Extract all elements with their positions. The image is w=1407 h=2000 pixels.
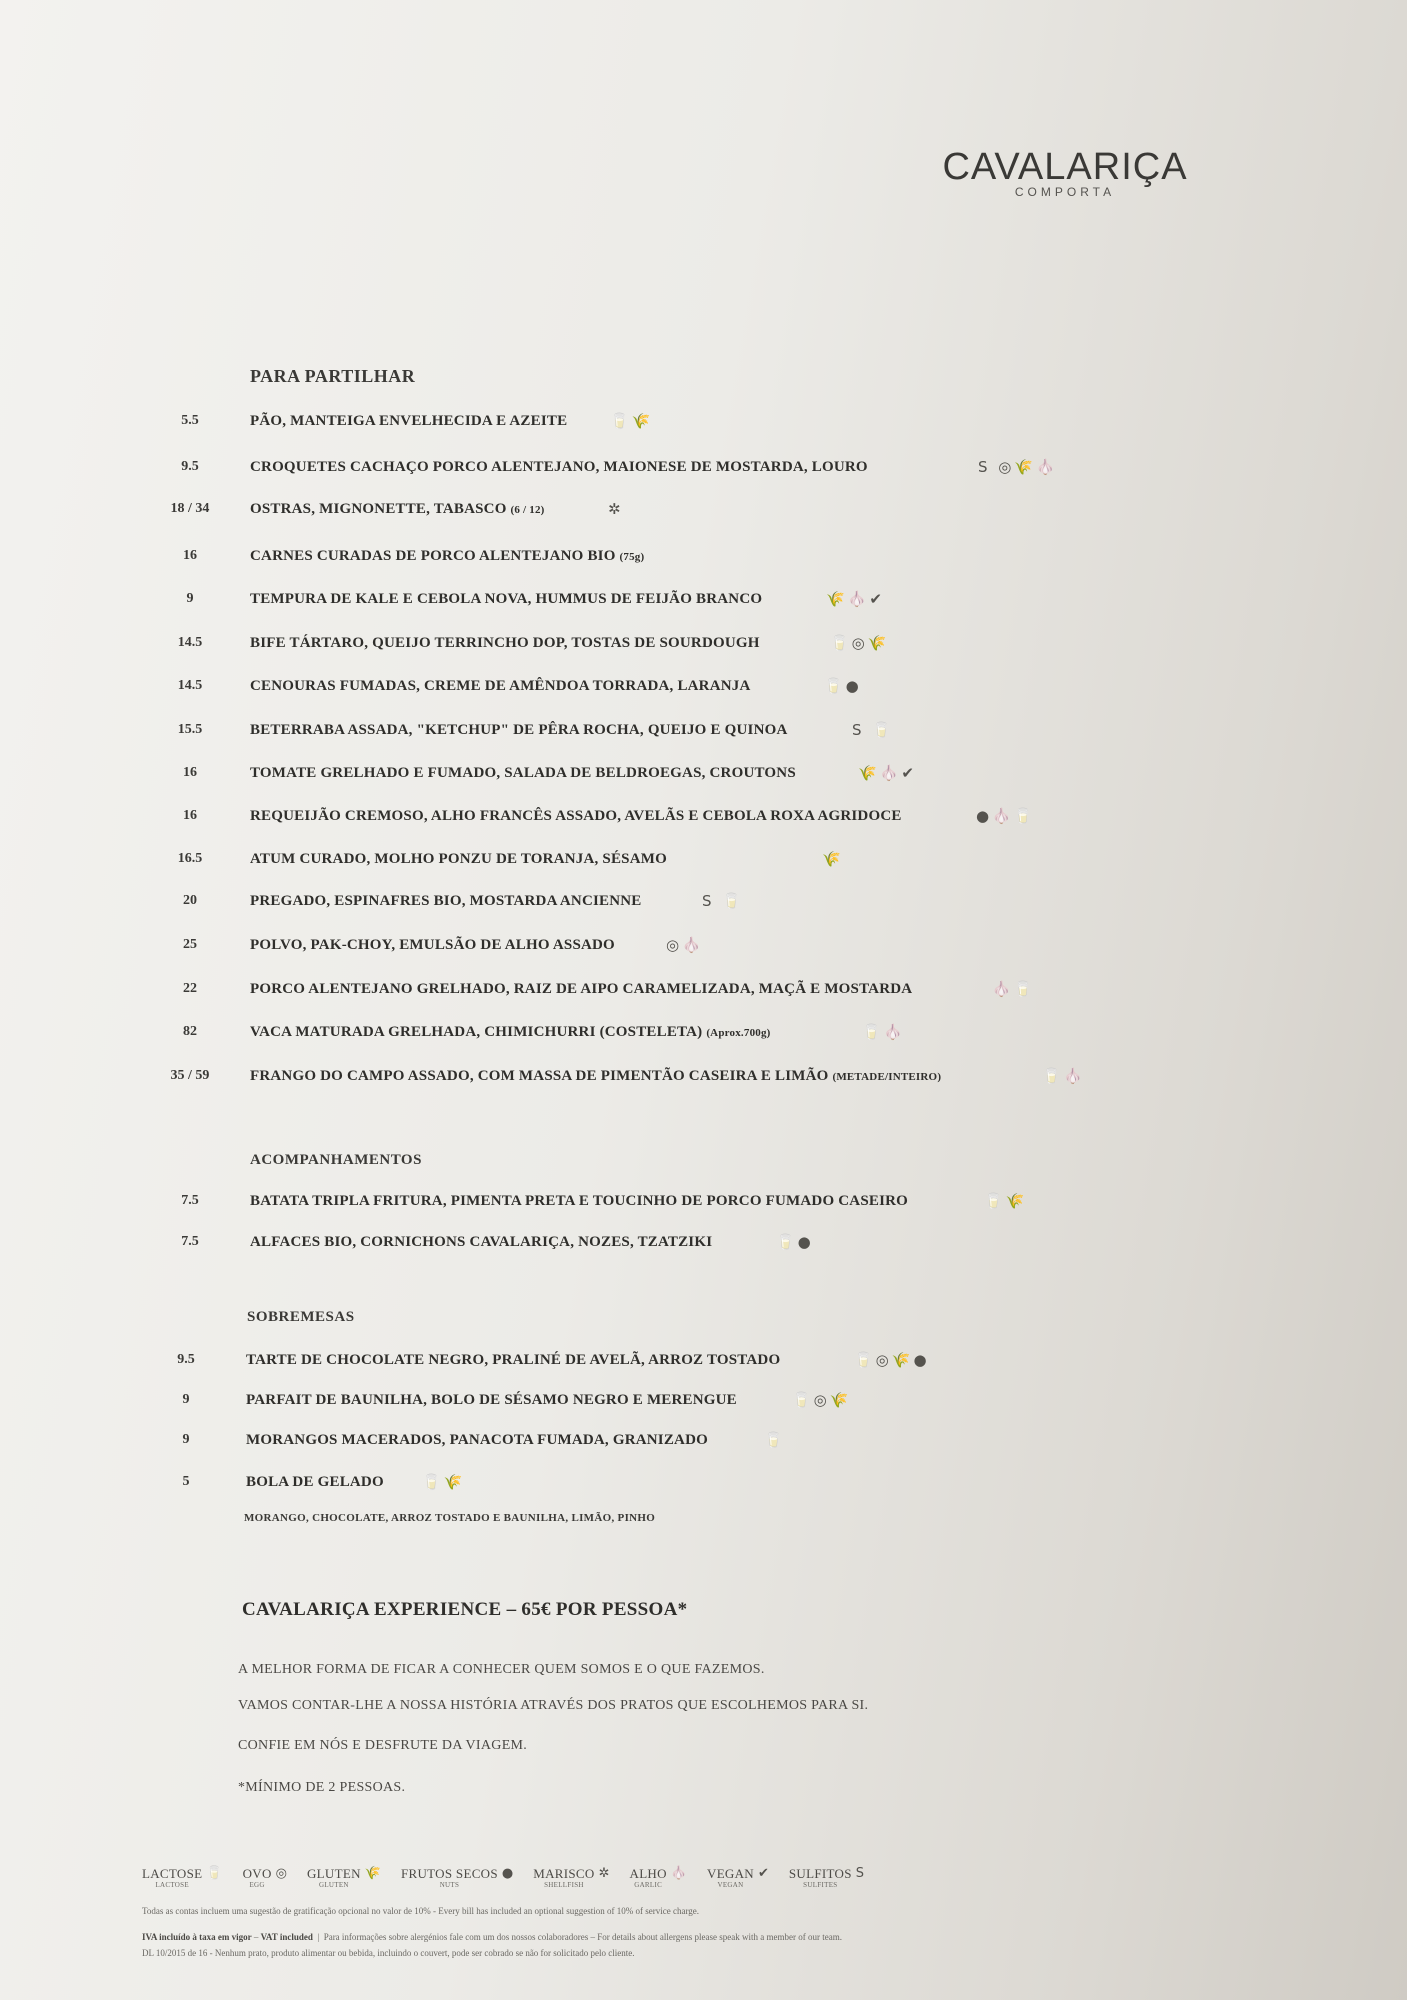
item-price: 16 — [183, 765, 197, 780]
item-name-text: OSTRAS, MIGNONETTE, TABASCO — [250, 500, 507, 517]
legend-item-egg — [243, 1866, 287, 1889]
allergen-icons: 🥛◎🌾 — [830, 634, 890, 652]
legend-sublabel: NUTS — [439, 1881, 460, 1889]
item-name: PÃO, MANTEIGA ENVELHECIDA E AZEITE — [250, 412, 568, 429]
item-price: 22 — [183, 981, 197, 996]
allergen-icons: 🥛 — [764, 1431, 786, 1449]
allergen-icons: S ◎🌾🧄 — [978, 458, 1058, 476]
allergen-icons: 🥛🌾 — [610, 412, 654, 430]
legend-label: FRUTOS SECOS — [400, 1866, 498, 1881]
allergen-icons: 🌾🧄✔ — [858, 764, 917, 782]
footer-service-note: Todas as contas incluem uma sugestão de gratificação opcional no valor de 10% - Every bill has included an optional suggestion of 10% of service charge. — [142, 1906, 700, 1916]
allergen-icons: 🥛🧄 — [862, 1023, 906, 1041]
item-name-text: VACA MATURADA GRELHADA, CHIMICHURRI (COSTELETA) — [250, 1023, 703, 1040]
allergen-icons: 🥛🧄 — [1042, 1067, 1086, 1085]
legend-item-shellfish — [533, 1866, 609, 1889]
legend-sublabel: GARLIC — [634, 1881, 663, 1889]
experience-title: CAVALARIÇA EXPERIENCE – 65€ POR PESSOA* — [242, 1599, 688, 1620]
gluten-icon: 🌾 — [364, 1866, 381, 1881]
allergen-icons: 🥛◎🌾● — [854, 1351, 930, 1369]
vegan-icon: ✔ — [758, 1866, 769, 1881]
item-price: 9.5 — [181, 459, 199, 474]
item-price: 15.5 — [177, 722, 203, 737]
legend-item-vegan — [707, 1866, 769, 1889]
item-note: (75g) — [619, 550, 645, 563]
shellfish-icon: ✲ — [598, 1866, 610, 1881]
experience-line: VAMOS CONTAR-LHE A NOSSA HISTÓRIA ATRAVÉS DOS PRATOS QUE ESCOLHEMOS PARA SI. — [238, 1698, 869, 1713]
legend-label: MARISCO — [533, 1866, 595, 1881]
garlic-icon: 🧄 — [670, 1866, 687, 1881]
item-price: 18 / 34 — [170, 501, 210, 516]
item-name — [250, 1068, 941, 1085]
legend-label: OVO — [242, 1866, 272, 1881]
item-name — [250, 1024, 771, 1041]
item-price: 14.5 — [177, 635, 203, 650]
allergen-icons: ●🧄🥛 — [976, 807, 1036, 825]
footer-vat-en: VAT included — [260, 1932, 313, 1942]
nuts-icon: ● — [501, 1866, 514, 1881]
legend-sublabel: GLUTEN — [318, 1881, 349, 1889]
legend-label: ALHO — [629, 1866, 667, 1881]
legend-sublabel: SHELLFISH — [544, 1881, 584, 1889]
allergen-icons: 🥛◎🌾 — [792, 1391, 852, 1409]
legend-item-garlic — [630, 1866, 688, 1889]
item-name: CROQUETES CACHAÇO PORCO ALENTEJANO, MAIONESE DE MOSTARDA, LOURO — [250, 458, 868, 475]
item-name: BETERRABA ASSADA, "KETCHUP" DE PÊRA ROCHA, QUEIJO E QUINOA — [250, 721, 788, 738]
legend-sublabel: VEGAN — [717, 1881, 744, 1889]
legend-item-lactose — [142, 1866, 223, 1889]
restaurant-logo — [940, 146, 1190, 199]
section-title-acompanhamentos: ACOMPANHAMENTOS — [250, 1152, 422, 1168]
ice-cream-flavours: MORANGO, CHOCOLATE, ARROZ TOSTADO E BAUNILHA, LIMÃO, PINHO — [244, 1512, 656, 1524]
allergen-icons: 🥛🌾 — [422, 1473, 466, 1491]
logo-sub-text: COMPORTA — [1014, 185, 1116, 199]
legend-label: SULFITOS — [788, 1866, 852, 1881]
item-name: ALFACES BIO, CORNICHONS CAVALARIÇA, NOZES, TZATZIKI — [250, 1233, 713, 1250]
item-name-text: CARNES CURADAS DE PORCO ALENTEJANO BIO — [250, 547, 616, 564]
lactose-icon: 🥛 — [206, 1866, 223, 1881]
allergen-icons: ✲ — [608, 500, 624, 518]
allergen-icons: S 🥛 — [702, 892, 744, 910]
item-price: 5 — [182, 1474, 190, 1489]
item-price: 5.5 — [181, 413, 199, 428]
footer-law-note: DL 10/2015 de 16 - Nenhum prato, produto alimentar ou bebida, incluindo o couvert, pode ser cobrado se não for solicitado pelo cliente. — [142, 1948, 635, 1958]
item-name-text: FRANGO DO CAMPO ASSADO, COM MASSA DE PIMENTÃO CASEIRA E LIMÃO — [250, 1067, 829, 1084]
item-note: (6 / 12) — [510, 503, 545, 516]
allergen-legend — [142, 1866, 864, 1889]
legend-item-nuts — [401, 1866, 513, 1889]
allergen-icons: 🥛● — [776, 1233, 814, 1251]
item-name: TEMPURA DE KALE E CEBOLA NOVA, HUMMUS DE FEIJÃO BRANCO — [250, 590, 763, 607]
legend-label: LACTOSE — [142, 1866, 203, 1881]
item-name: MORANGOS MACERADOS, PANACOTA FUMADA, GRANIZADO — [246, 1431, 708, 1448]
section-title-sobremesas: SOBREMESAS — [247, 1309, 355, 1325]
item-name — [250, 501, 545, 518]
legend-sublabel: SULFITES — [803, 1881, 838, 1889]
item-price: 14.5 — [177, 678, 203, 693]
item-price: 9 — [186, 591, 194, 606]
item-name: CENOURAS FUMADAS, CREME DE AMÊNDOA TORRADA, LARANJA — [250, 677, 751, 694]
item-price: 16 — [183, 548, 197, 563]
allergen-icons: 🌾 — [822, 850, 844, 868]
item-price: 9 — [182, 1392, 190, 1407]
item-name: TARTE DE CHOCOLATE NEGRO, PRALINÉ DE AVELÃ, ARROZ TOSTADO — [246, 1351, 781, 1368]
allergen-icons: 🥛● — [824, 677, 862, 695]
item-name: BATATA TRIPLA FRITURA, PIMENTA PRETA E TOUCINHO DE PORCO FUMADO CASEIRO — [250, 1192, 909, 1209]
item-name: BOLA DE GELADO — [246, 1473, 384, 1490]
item-price: 7.5 — [181, 1234, 199, 1249]
item-name: PARFAIT DE BAUNILHA, BOLO DE SÉSAMO NEGRO E MERENGUE — [246, 1391, 737, 1408]
item-price: 82 — [183, 1024, 197, 1039]
item-name: TOMATE GRELHADO E FUMADO, SALADA DE BELDROEGAS, CROUTONS — [250, 764, 796, 781]
allergen-icons: S 🥛 — [852, 721, 894, 739]
item-price: 16 — [183, 808, 197, 823]
logo-main-text: CAVALARIÇA — [942, 146, 1188, 188]
item-price: 35 / 59 — [170, 1068, 210, 1083]
sulfites-icon: S — [855, 1866, 865, 1881]
experience-line: CONFIE EM NÓS E DESFRUTE DA VIAGEM. — [238, 1738, 528, 1753]
experience-note: *MÍNIMO DE 2 PESSOAS. — [238, 1780, 406, 1795]
item-price: 25 — [183, 937, 197, 952]
legend-label: GLUTEN — [306, 1866, 361, 1881]
item-note: (METADE/INTEIRO) — [832, 1070, 942, 1083]
footer-allergen-note: Para informações sobre alergénios fale com um dos nossos colaboradores – For details about allergens please speak with a member of our team. — [323, 1932, 842, 1942]
allergen-icons: ◎🧄 — [666, 936, 704, 954]
item-note: (Aprox.700g) — [706, 1026, 771, 1039]
item-name: ATUM CURADO, MOLHO PONZU DE TORANJA, SÉSAMO — [250, 850, 667, 867]
egg-icon: ◎ — [275, 1866, 287, 1881]
item-name: PORCO ALENTEJANO GRELHADO, RAIZ DE AIPO CARAMELIZADA, MAÇÃ E MOSTARDA — [250, 980, 913, 997]
footer-info-line: IVA incluído à taxa em vigor – VAT included | Para informações sobre alergénios fale com um dos nossos colaboradores – For details about allergens please speak with a member of our team. — [142, 1932, 842, 1942]
legend-sublabel: LACTOSE — [155, 1881, 189, 1889]
legend-label: VEGAN — [707, 1866, 754, 1881]
allergen-icons: 🧄🥛 — [992, 980, 1036, 998]
item-price: 16.5 — [177, 851, 203, 866]
allergen-icons: 🌾🧄✔ — [826, 590, 885, 608]
item-price: 20 — [183, 893, 197, 908]
section-title-para-partilhar: PARA PARTILHAR — [250, 366, 416, 386]
item-price: 9.5 — [177, 1352, 195, 1367]
allergen-icons: 🥛🌾 — [984, 1192, 1028, 1210]
legend-item-sulfites — [789, 1866, 864, 1889]
item-price: 9 — [182, 1432, 190, 1447]
item-name: BIFE TÁRTARO, QUEIJO TERRINCHO DOP, TOSTAS DE SOURDOUGH — [250, 634, 760, 651]
item-name: REQUEIJÃO CREMOSO, ALHO FRANCÊS ASSADO, AVELÃS E CEBOLA ROXA AGRIDOCE — [250, 807, 902, 824]
legend-sublabel: EGG — [249, 1881, 265, 1889]
footer-vat-pt: IVA incluído à taxa em vigor — [142, 1932, 252, 1942]
legend-item-gluten — [307, 1866, 381, 1889]
item-price: 7.5 — [181, 1193, 199, 1208]
item-name — [250, 548, 644, 565]
experience-line: A MELHOR FORMA DE FICAR A CONHECER QUEM SOMOS E O QUE FAZEMOS. — [238, 1662, 765, 1677]
item-name: PREGADO, ESPINAFRES BIO, MOSTARDA ANCIENNE — [250, 892, 642, 909]
item-name: POLVO, PAK-CHOY, EMULSÃO DE ALHO ASSADO — [250, 936, 615, 953]
